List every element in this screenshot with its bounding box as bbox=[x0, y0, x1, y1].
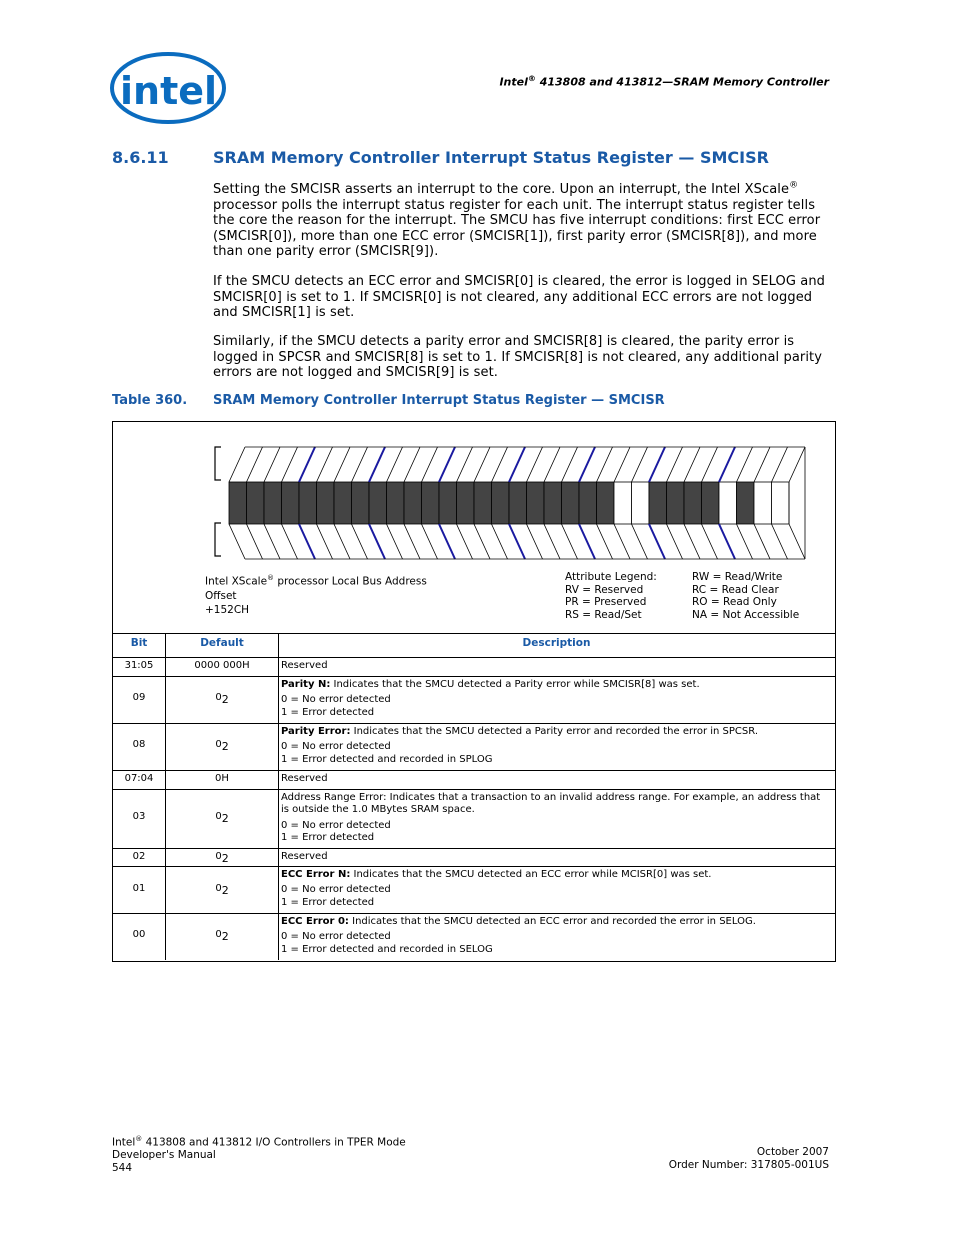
bit-cell bbox=[282, 482, 300, 524]
bit-cell bbox=[387, 482, 405, 524]
paragraph-1: Setting the SMCISR asserts an interrupt to the core. Upon an interrupt, the Intel XScale® processor polls the interrupt status register for each unit. The interrupt status register tells the core the reason for the interrupt. The SMCU has five interrupt conditions: first ECC error (SMCISR[0]), more than one ECC error (SMCISR[1]), first parity error (SMCISR[8]), and more than one parity error (SMCISR[9]). bbox=[213, 180, 821, 259]
bit-cell bbox=[562, 482, 580, 524]
table-row-default: 0000 000H bbox=[194, 660, 250, 671]
bit-divider-top bbox=[754, 447, 770, 482]
footer-right: October 2007 Order Number: 317805-001US bbox=[668, 1146, 829, 1171]
bit-divider-top bbox=[369, 447, 385, 482]
table-rule bbox=[113, 723, 835, 724]
bit-cell bbox=[299, 482, 317, 524]
section-number: 8.6.11 bbox=[112, 148, 169, 167]
bit-cell bbox=[579, 482, 597, 524]
table-row-bit: 02 bbox=[132, 851, 146, 862]
bit-cell bbox=[719, 482, 737, 524]
section-title: SRAM Memory Controller Interrupt Status Register — SMCISR bbox=[213, 148, 769, 167]
bit-divider-bottom bbox=[527, 524, 543, 559]
bit-divider-bottom bbox=[649, 524, 665, 559]
header-bit: Bit bbox=[130, 637, 148, 649]
bracket-top bbox=[215, 447, 221, 480]
footer-left: Intel® 413808 and 413812 I/O Controllers in TPER Mode Developer's Manual 544 bbox=[112, 1135, 406, 1174]
page-number: 544 bbox=[112, 1161, 133, 1174]
bit-divider-top bbox=[404, 447, 420, 482]
table-rule bbox=[113, 789, 835, 790]
bit-divider-bottom bbox=[334, 524, 350, 559]
table-row-bit: 01 bbox=[132, 883, 146, 894]
bit-divider-bottom bbox=[387, 524, 403, 559]
bit-cell bbox=[754, 482, 772, 524]
bit-divider-bottom bbox=[229, 524, 245, 559]
bit-divider-top bbox=[772, 447, 788, 482]
table-row-description: ECC Error N: Indicates that the SMCU detected an ECC error while MCISR[0] was set. 0 = No error detected 1 = Error detected bbox=[281, 869, 712, 908]
table-caption-number: Table 360. bbox=[112, 393, 188, 408]
bit-divider-bottom bbox=[474, 524, 490, 559]
bit-divider-bottom bbox=[457, 524, 473, 559]
bit-divider-bottom bbox=[282, 524, 298, 559]
bit-divider-bottom bbox=[352, 524, 368, 559]
offset-label: Intel XScale® processor Local Bus Address Offset +152CH bbox=[205, 574, 427, 616]
table-rule bbox=[113, 866, 835, 867]
bit-cell bbox=[422, 482, 440, 524]
bit-cell bbox=[457, 482, 475, 524]
bit-divider-top bbox=[352, 447, 368, 482]
bit-divider-top bbox=[334, 447, 350, 482]
bit-cell bbox=[264, 482, 282, 524]
bit-divider-top bbox=[422, 447, 438, 482]
bit-divider-top bbox=[527, 447, 543, 482]
bit-divider-top bbox=[439, 447, 455, 482]
bit-divider-top bbox=[387, 447, 403, 482]
bit-divider-bottom bbox=[719, 524, 735, 559]
bit-cell bbox=[649, 482, 667, 524]
bit-divider-bottom bbox=[492, 524, 508, 559]
header-default: Default bbox=[200, 637, 244, 649]
bit-divider-top bbox=[509, 447, 525, 482]
bit-cell bbox=[404, 482, 422, 524]
bit-divider-top bbox=[299, 447, 315, 482]
bit-cell bbox=[439, 482, 457, 524]
table-row-description: Reserved bbox=[281, 851, 328, 862]
bit-divider-top bbox=[492, 447, 508, 482]
table-row-default: $0_2$ bbox=[215, 883, 229, 897]
bit-divider-bottom bbox=[317, 524, 333, 559]
bit-divider-bottom bbox=[667, 524, 683, 559]
bit-divider-top bbox=[229, 447, 245, 482]
bit-divider-top bbox=[457, 447, 473, 482]
bit-divider-bottom bbox=[754, 524, 770, 559]
attribute-legend-right: RW = Read/Write RC = Read Clear RO = Read Only NA = Not Accessible bbox=[692, 571, 800, 621]
table-col-rule bbox=[165, 633, 166, 960]
bit-divider-bottom bbox=[404, 524, 420, 559]
table-rule bbox=[113, 633, 835, 634]
table-row-description: Parity N: Indicates that the SMCU detected a Parity error while SMCISR[8] was set. 0 = No error detected 1 = Error detected bbox=[281, 679, 700, 718]
table-rule bbox=[113, 770, 835, 771]
bit-divider-top bbox=[282, 447, 298, 482]
bit-divider-top bbox=[264, 447, 280, 482]
bit-divider-bottom bbox=[439, 524, 455, 559]
table-row-description: ECC Error 0: Indicates that the SMCU detected an ECC error and recorded the error in SELOG. 0 = No error detected 1 = Error detected and recorded in SELOG bbox=[281, 916, 756, 955]
table-row-bit: 03 bbox=[132, 811, 146, 822]
bit-divider-bottom bbox=[684, 524, 700, 559]
bit-divider-top bbox=[789, 447, 805, 482]
table-row-default: 0H bbox=[215, 773, 229, 784]
bit-divider-top bbox=[247, 447, 263, 482]
bit-divider-top bbox=[632, 447, 648, 482]
bit-divider-top bbox=[597, 447, 613, 482]
bit-cell bbox=[247, 482, 265, 524]
bit-divider-bottom bbox=[264, 524, 280, 559]
bit-divider-top bbox=[474, 447, 490, 482]
bit-divider-bottom bbox=[299, 524, 315, 559]
bit-cell bbox=[474, 482, 492, 524]
running-title: Intel® 413808 and 413812—SRAM Memory Controller bbox=[499, 74, 829, 89]
bit-divider-top bbox=[684, 447, 700, 482]
bit-divider-bottom bbox=[702, 524, 718, 559]
bit-cell bbox=[352, 482, 370, 524]
header-description: Description bbox=[522, 637, 591, 649]
table-row-default: $0_2$ bbox=[215, 692, 229, 706]
bit-cell bbox=[772, 482, 790, 524]
paragraph-3: Similarly, if the SMCU detects a parity error and SMCISR[8] is cleared, the parity error is logged in SPCSR and SMCISR[8] is set to 1. If SMCISR[8] is not cleared, any additional parity errors are not logged and SMCISR[9] is set. bbox=[213, 334, 823, 380]
bit-divider-top bbox=[579, 447, 595, 482]
bit-cell bbox=[684, 482, 702, 524]
table-row-bit: 08 bbox=[132, 739, 146, 750]
bit-cell bbox=[544, 482, 562, 524]
table-rule bbox=[113, 657, 835, 658]
bit-cell bbox=[632, 482, 650, 524]
bit-divider-bottom bbox=[614, 524, 630, 559]
table-row-default: $0_2$ bbox=[215, 739, 229, 753]
bit-cell bbox=[737, 482, 755, 524]
svg-text:intel: intel bbox=[120, 69, 218, 113]
table-row-description: Reserved bbox=[281, 773, 328, 784]
bit-divider-top bbox=[719, 447, 735, 482]
bit-divider-top bbox=[702, 447, 718, 482]
bit-divider-top bbox=[649, 447, 665, 482]
bit-divider-bottom bbox=[597, 524, 613, 559]
bit-cell bbox=[597, 482, 615, 524]
table-rule bbox=[113, 676, 835, 677]
bit-divider-bottom bbox=[422, 524, 438, 559]
bit-cell bbox=[667, 482, 685, 524]
bit-cell bbox=[229, 482, 247, 524]
table-caption-title: SRAM Memory Controller Interrupt Status Register — SMCISR bbox=[213, 393, 665, 408]
bit-cell bbox=[317, 482, 335, 524]
bit-divider-top bbox=[614, 447, 630, 482]
bit-divider-bottom bbox=[737, 524, 753, 559]
table-row-bit: 07:04 bbox=[124, 773, 154, 784]
bit-cell bbox=[369, 482, 387, 524]
bit-divider-bottom bbox=[772, 524, 788, 559]
table-rule bbox=[113, 848, 835, 849]
bit-divider-bottom bbox=[579, 524, 595, 559]
bit-cell bbox=[527, 482, 545, 524]
table-row-bit: 00 bbox=[132, 929, 146, 940]
bit-cell bbox=[492, 482, 510, 524]
bit-divider-top bbox=[667, 447, 683, 482]
table-row-description: Parity Error: Indicates that the SMCU detected a Parity error and recorded the error in SPCSR. 0 = No error detected 1 = Error detected and recorded in SPLOG bbox=[281, 726, 759, 765]
bit-divider-top bbox=[562, 447, 578, 482]
table-row-default: $0_2$ bbox=[215, 811, 229, 825]
table-row-bit: 09 bbox=[132, 692, 146, 703]
bit-divider-bottom bbox=[632, 524, 648, 559]
bit-divider-bottom bbox=[789, 524, 805, 559]
table-row-description: Reserved bbox=[281, 660, 328, 671]
table-row-bit: 31:05 bbox=[124, 660, 154, 671]
bracket-bottom bbox=[215, 523, 221, 556]
bit-divider-top bbox=[737, 447, 753, 482]
bit-cell bbox=[334, 482, 352, 524]
table-col-rule bbox=[278, 633, 279, 960]
bit-divider-bottom bbox=[544, 524, 560, 559]
bit-divider-bottom bbox=[247, 524, 263, 559]
table-row-default: $0_2$ bbox=[215, 851, 229, 865]
offset-value: +152CH bbox=[205, 603, 250, 616]
table-row-default: $0_2$ bbox=[215, 929, 229, 943]
intel-logo bbox=[108, 48, 228, 130]
bit-divider-top bbox=[317, 447, 333, 482]
attribute-legend: Attribute Legend: RV = Reserved PR = Preserved RS = Read/Set bbox=[565, 571, 657, 621]
bit-cell bbox=[702, 482, 720, 524]
bit-cell bbox=[614, 482, 632, 524]
table-rule bbox=[113, 913, 835, 914]
bit-divider-bottom bbox=[369, 524, 385, 559]
paragraph-2: If the SMCU detects an ECC error and SMCISR[0] is cleared, the error is logged in SELOG and SMCISR[0] is set to 1. If SMCISR[0] is not cleared, any additional ECC errors are not logged and SMCISR[1] is set. bbox=[213, 274, 826, 320]
table-row-description: Address Range Error: Indicates that a transaction to an invalid address range. For example, an address that is outside the 1.0 MBytes SRAM space. 0 = No error detected 1 = Error detected bbox=[281, 792, 821, 843]
bit-divider-top bbox=[544, 447, 560, 482]
bit-cell bbox=[509, 482, 527, 524]
bit-divider-bottom bbox=[562, 524, 578, 559]
bit-divider-bottom bbox=[509, 524, 525, 559]
